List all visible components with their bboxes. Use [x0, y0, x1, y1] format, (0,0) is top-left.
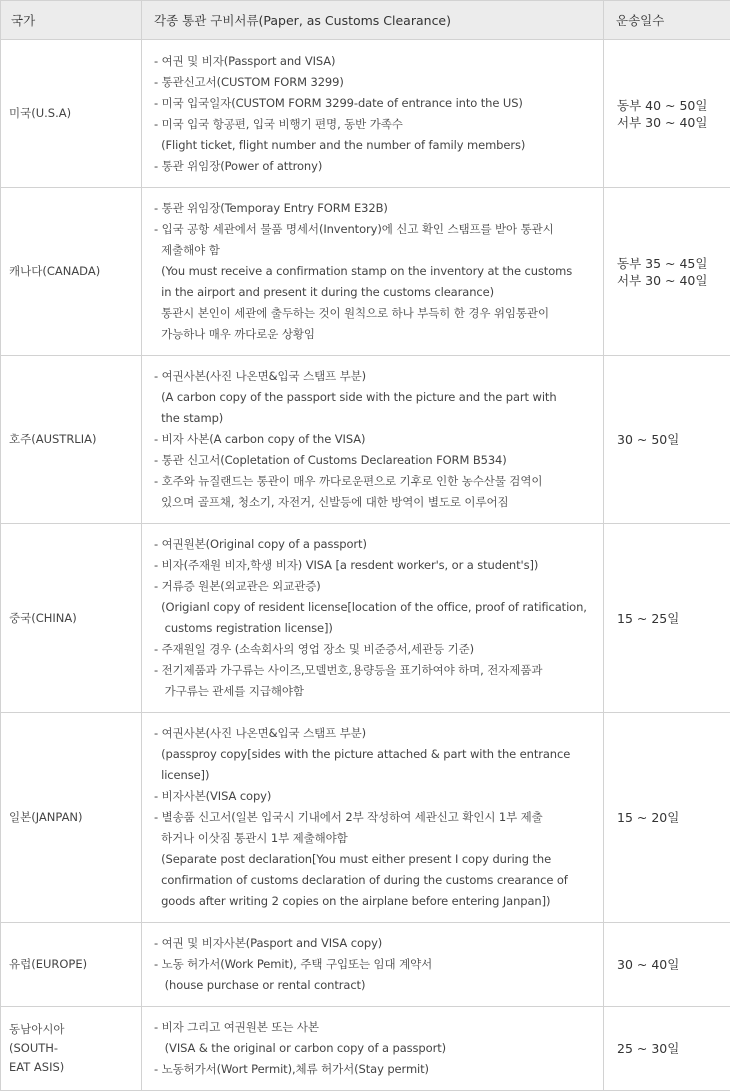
documents-cell-line: - 통관신고서(CUSTOM FORM 3299): [154, 74, 344, 89]
country-cell-line: 호주(AUSTRLIA): [9, 432, 97, 446]
documents-cell-line: - 비자 그리고 여권원본 또는 사본: [154, 1020, 319, 1034]
table-body: [1, 40, 730, 1091]
country-cell: [1, 188, 142, 356]
shipping-days-cell-line: 30 ~ 50일: [617, 432, 680, 447]
shipping-days-cell-line: 15 ~ 25일: [617, 610, 680, 626]
documents-cell-line: - 여권사본(사진 나온면&입국 스탬프 부분): [154, 726, 367, 740]
documents-cell: [142, 40, 604, 188]
country-cell-line: 유럽(EUROPE): [9, 957, 88, 971]
documents-cell-line: in the airport and present it during the customs clearance): [154, 285, 494, 299]
country-cell-line: 일본(JANPAN): [9, 810, 83, 824]
documents-cell-line: - 통관 위임장(Power of attrony): [154, 158, 323, 173]
documents-cell-line: 하거나 이삿짐 통관시 1부 제출해야함: [154, 831, 348, 845]
shipping-days-cell: [604, 356, 730, 524]
documents-cell-line: - 노동 허가서(Work Pemit), 주택 구입또는 임대 계약서: [154, 957, 433, 971]
documents-cell-line: - 통관 신고서(Copletation of Customs Declareation FORM B534): [154, 453, 507, 467]
country-cell-line: EAT ASIS): [9, 1060, 65, 1074]
documents-cell-line: - 호주와 뉴질랜드는 통관이 매우 까다로운편으로 기후로 인한 농수산물 검역이: [154, 474, 543, 488]
shipping-days-cell: [604, 713, 730, 923]
country-cell-line: 미국(U.S.A): [9, 106, 72, 120]
table-row: [1, 524, 730, 713]
documents-cell-line: customs registration license]): [154, 621, 333, 635]
country-cell-line: 중국(CHINA): [9, 610, 77, 625]
country-cell: [1, 1007, 142, 1091]
documents-cell-line: - 입국 공항 세관에서 물품 명세서(Inventory)에 신고 확인 스탬프를 받아 통관시: [154, 222, 554, 236]
header-documents: 각종 통관 구비서류(Paper, as Customs Clearance): [142, 1, 604, 40]
documents-cell-line: (A carbon copy of the passport side with the picture and the part with: [154, 390, 557, 404]
shipping-days-cell-line: 25 ~ 30일: [617, 1041, 680, 1056]
documents-cell-line: - 여권 및 비자사본(Pasport and VISA copy): [154, 936, 383, 950]
country-cell-line: 동남아시아: [9, 1022, 65, 1036]
shipping-days-cell: [604, 1007, 730, 1091]
table-row: [1, 188, 730, 356]
country-cell-line: (SOUTH-: [9, 1041, 59, 1055]
country-cell: [1, 923, 142, 1007]
shipping-days-cell: [604, 188, 730, 356]
country-cell-line: 캐나다(CANADA): [9, 264, 101, 278]
documents-cell-line: (Separate post declaration[You must either present I copy during the: [154, 852, 552, 866]
table-row: [1, 40, 730, 188]
country-cell: [1, 40, 142, 188]
documents-cell-line: - 미국 입국일자(CUSTOM FORM 3299-date of entrance into the US): [154, 95, 523, 110]
documents-cell: [142, 713, 604, 923]
documents-cell: [142, 1007, 604, 1091]
documents-cell-line: (Flight ticket, flight number and the number of family members): [154, 137, 526, 152]
table-header-row: [1, 1, 730, 40]
documents-cell-line: (passproy copy[sides with the picture attached & part with the entrance: [154, 747, 571, 761]
documents-cell-line: - 비자 사본(A carbon copy of the VISA): [154, 432, 366, 446]
documents-cell: [142, 524, 604, 713]
documents-cell-line: - 비자사본(VISA copy): [154, 789, 272, 803]
table-row: [1, 923, 730, 1007]
documents-cell-line: - 전기제품과 가구류는 사이즈,모델번호,용량등을 표기하여야 하며, 전자제품과: [154, 663, 543, 677]
documents-cell-line: - 미국 입국 항공편, 입국 비행기 편명, 동반 가족수: [154, 116, 403, 131]
documents-cell-line: (house purchase or rental contract): [154, 978, 366, 992]
documents-cell: [142, 356, 604, 524]
documents-cell-line: - 주재원일 경우 (소속회사의 영업 장소 및 비준증서,세관등 기준): [154, 642, 475, 656]
documents-cell-line: 제출해야 함: [154, 243, 220, 257]
shipping-days-cell-line: 서부 30 ~ 40일: [617, 114, 708, 130]
table-row: [1, 1007, 730, 1091]
documents-cell-line: license]): [154, 768, 210, 782]
documents-cell-line: (You must receive a confirmation stamp on the inventory at the customs: [154, 264, 573, 278]
documents-cell-line: - 거류증 원본(외교관은 외교관증): [154, 579, 321, 593]
header-shipping-days: 운송일수: [604, 1, 730, 40]
shipping-days-cell-line: 서부 30 ~ 40일: [617, 272, 708, 288]
documents-cell-line: - 여권원본(Original copy of a passport): [154, 537, 367, 551]
documents-cell-line: 통관시 본인이 세관에 출두하는 것이 원칙으로 하나 부득히 한 경우 위임통관이: [154, 306, 549, 320]
documents-cell-line: - 비자(주재원 비자,학생 비자) VISA [a resdent worker's, or a student's]): [154, 558, 539, 572]
documents-cell-line: (Origianl copy of resident license[location of the office, proof of ratification,: [154, 600, 587, 614]
documents-cell-line: - 여권 및 비자(Passport and VISA): [154, 53, 336, 68]
documents-cell-line: - 별송품 신고서(일본 입국시 기내에서 2부 작성하여 세관신고 확인시 1부 제출: [154, 810, 543, 824]
documents-cell-line: the stamp): [154, 411, 224, 425]
country-cell: [1, 524, 142, 713]
documents-cell-line: 가구류는 관세를 지급해야함: [154, 684, 304, 698]
country-cell: [1, 356, 142, 524]
documents-cell-line: confirmation of customs declaration of during the customs crearance of: [154, 873, 568, 887]
shipping-days-cell: [604, 40, 730, 188]
table-row: [1, 713, 730, 923]
documents-cell-line: - 여권사본(사진 나온면&입국 스탬프 부분): [154, 369, 367, 383]
documents-cell-line: goods after writing 2 copies on the airplane before entering Janpan]): [154, 894, 551, 908]
shipping-days-cell: [604, 524, 730, 713]
shipping-days-cell-line: 30 ~ 40일: [617, 957, 680, 972]
shipping-days-cell: [604, 923, 730, 1007]
country-cell: [1, 713, 142, 923]
documents-cell-line: 있으며 골프채, 청소기, 자전거, 신발등에 대한 방역이 별도로 이루어짐: [154, 495, 509, 509]
documents-cell-line: (VISA & the original or carbon copy of a passport): [154, 1041, 446, 1055]
documents-cell-line: - 노동허가서(Wort Permit),체류 허가서(Stay permit): [154, 1062, 429, 1076]
shipping-days-cell-line: 동부 35 ~ 45일: [617, 255, 708, 271]
documents-cell-line: 가능하나 매우 까다로운 상황임: [154, 327, 315, 341]
shipping-days-cell-line: 15 ~ 20일: [617, 810, 680, 825]
table-row: [1, 356, 730, 524]
shipping-days-cell-line: 동부 40 ~ 50일: [617, 97, 708, 113]
documents-cell: [142, 923, 604, 1007]
header-country: 국가: [1, 1, 142, 40]
documents-cell: [142, 188, 604, 356]
documents-cell-line: - 통관 위임장(Temporay Entry FORM E32B): [154, 201, 388, 215]
